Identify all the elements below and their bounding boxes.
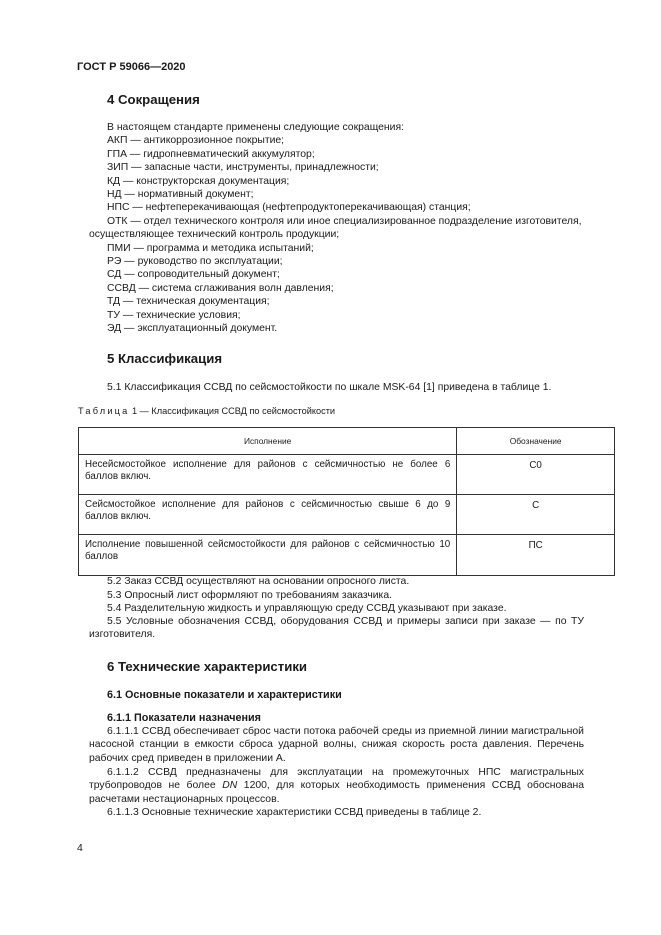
table-cell: С0	[457, 455, 615, 495]
paragraph-5-1: 5.1 Классификация ССВД по сейсмостойкости по шкале MSK-64 [1] приведена в таблице 1.	[107, 382, 552, 393]
column-header: Обозначение	[457, 428, 615, 455]
table-cell: Сейсмостойкое исполнение для районов с сейсмичностью свыше 6 до 9 баллов включ.	[79, 495, 457, 535]
paragraph-5-5: 5.5 Условные обозначения ССВД, оборудования ССВД и примеры записи при заказе — по ТУ изготовителя.	[89, 616, 584, 641]
list-item: НД — нормативный документ;	[107, 189, 254, 201]
paragraph-6-1-1-2-part2: 1200, для которых необходимость применения ССВД обоснована расчетами нестационарных процессов.	[89, 780, 585, 805]
table-cell: Исполнение повышенной сейсмостойкости для районов с сейсмичностью 10 баллов	[79, 535, 457, 576]
table-row	[79, 455, 615, 495]
table-cell: ПС	[457, 535, 615, 576]
abbreviations-list	[89, 121, 584, 336]
paragraph-6-1-1-1: 6.1.1.1 ССВД обеспечивает сброс части потока рабочей среды из приемной линии магистральной насосной станции в емкости сброса ударной волны, снижая скорость роста давления. Перечень рабочих сред приведен в приложении А.	[89, 726, 584, 764]
classification-table	[78, 427, 615, 576]
page-number: 4	[77, 843, 83, 854]
list-item: НПС — нефтеперекачивающая (нефтепродуктоперекачивающая) станция;	[107, 202, 471, 214]
list-item: ГПА — гидропневматический аккумулятор;	[107, 148, 315, 160]
section-6-title: 6 Технические характеристики	[107, 659, 308, 674]
table-caption-prefix: Таблица	[78, 406, 130, 416]
table-caption-text: 1 — Классификация ССВД по сейсмостойкости	[132, 406, 336, 416]
list-item-continuation: осуществляющее технический контроль продукции;	[89, 229, 340, 241]
paragraph-5-4: 5.4 Разделительную жидкость и управляющую среду ССВД указывают при заказе.	[107, 603, 507, 614]
list-item: ОТК — отдел технического контроля или иное специализированное подразделение изготовителя,	[107, 215, 582, 227]
paragraph-5-3: 5.3 Опросный лист оформляют по требованиям заказчика.	[107, 590, 392, 601]
table-1-caption	[78, 405, 335, 418]
paragraph-5-2: 5.2 Заказ ССВД осуществляют на основании опросного листа.	[107, 576, 410, 587]
list-item: ТД — техническая документация;	[107, 296, 270, 308]
abbreviations-intro: В настоящем стандарте применены следующие сокращения:	[107, 122, 404, 133]
list-item: АКП — антикоррозионное покрытие;	[107, 135, 285, 147]
list-item: РЭ — руководство по эксплуатации;	[107, 256, 283, 268]
table-cell: Несейсмостойкое исполнение для районов с сейсмичностью не более 6 баллов включ.	[79, 455, 457, 495]
section-5-title: 5 Классификация	[107, 351, 223, 366]
paragraph-6-1-1-2	[89, 766, 584, 806]
list-item: СД — сопроводительный документ;	[107, 269, 280, 281]
dn-symbol: DN	[222, 780, 238, 792]
table-header-row	[79, 428, 615, 455]
list-item: ТУ — технические условия;	[107, 309, 241, 321]
list-item: ПМИ — программа и методика испытаний;	[107, 242, 314, 254]
section-4-title: 4 Сокращения	[107, 92, 200, 107]
paragraph-6-1-1-3: 6.1.1.3 Основные технические характеристики ССВД приведены в таблице 2.	[107, 807, 482, 818]
document-header: ГОСТ Р 59066—2020	[77, 61, 186, 73]
table-cell: С	[457, 495, 615, 535]
column-header: Исполнение	[79, 428, 457, 455]
subsection-6-1-1-title: 6.1.1 Показатели назначения	[107, 712, 261, 724]
table-row	[79, 535, 615, 576]
list-item: ЗИП — запасные части, инструменты, принадлежности;	[107, 162, 379, 174]
list-item: КД — конструкторская документация;	[107, 175, 290, 187]
list-item: ЭД — эксплуатационный документ.	[107, 323, 278, 335]
list-item: ССВД — система сглаживания волн давления;	[107, 282, 334, 294]
table-row	[79, 495, 615, 535]
subsection-6-1-title: 6.1 Основные показатели и характеристики	[107, 689, 342, 701]
paragraph-6-1-1-2-part1: 6.1.1.2 ССВД предназначены для эксплуатации на промежуточных НПС магистральных трубопроводов не более	[89, 767, 584, 792]
